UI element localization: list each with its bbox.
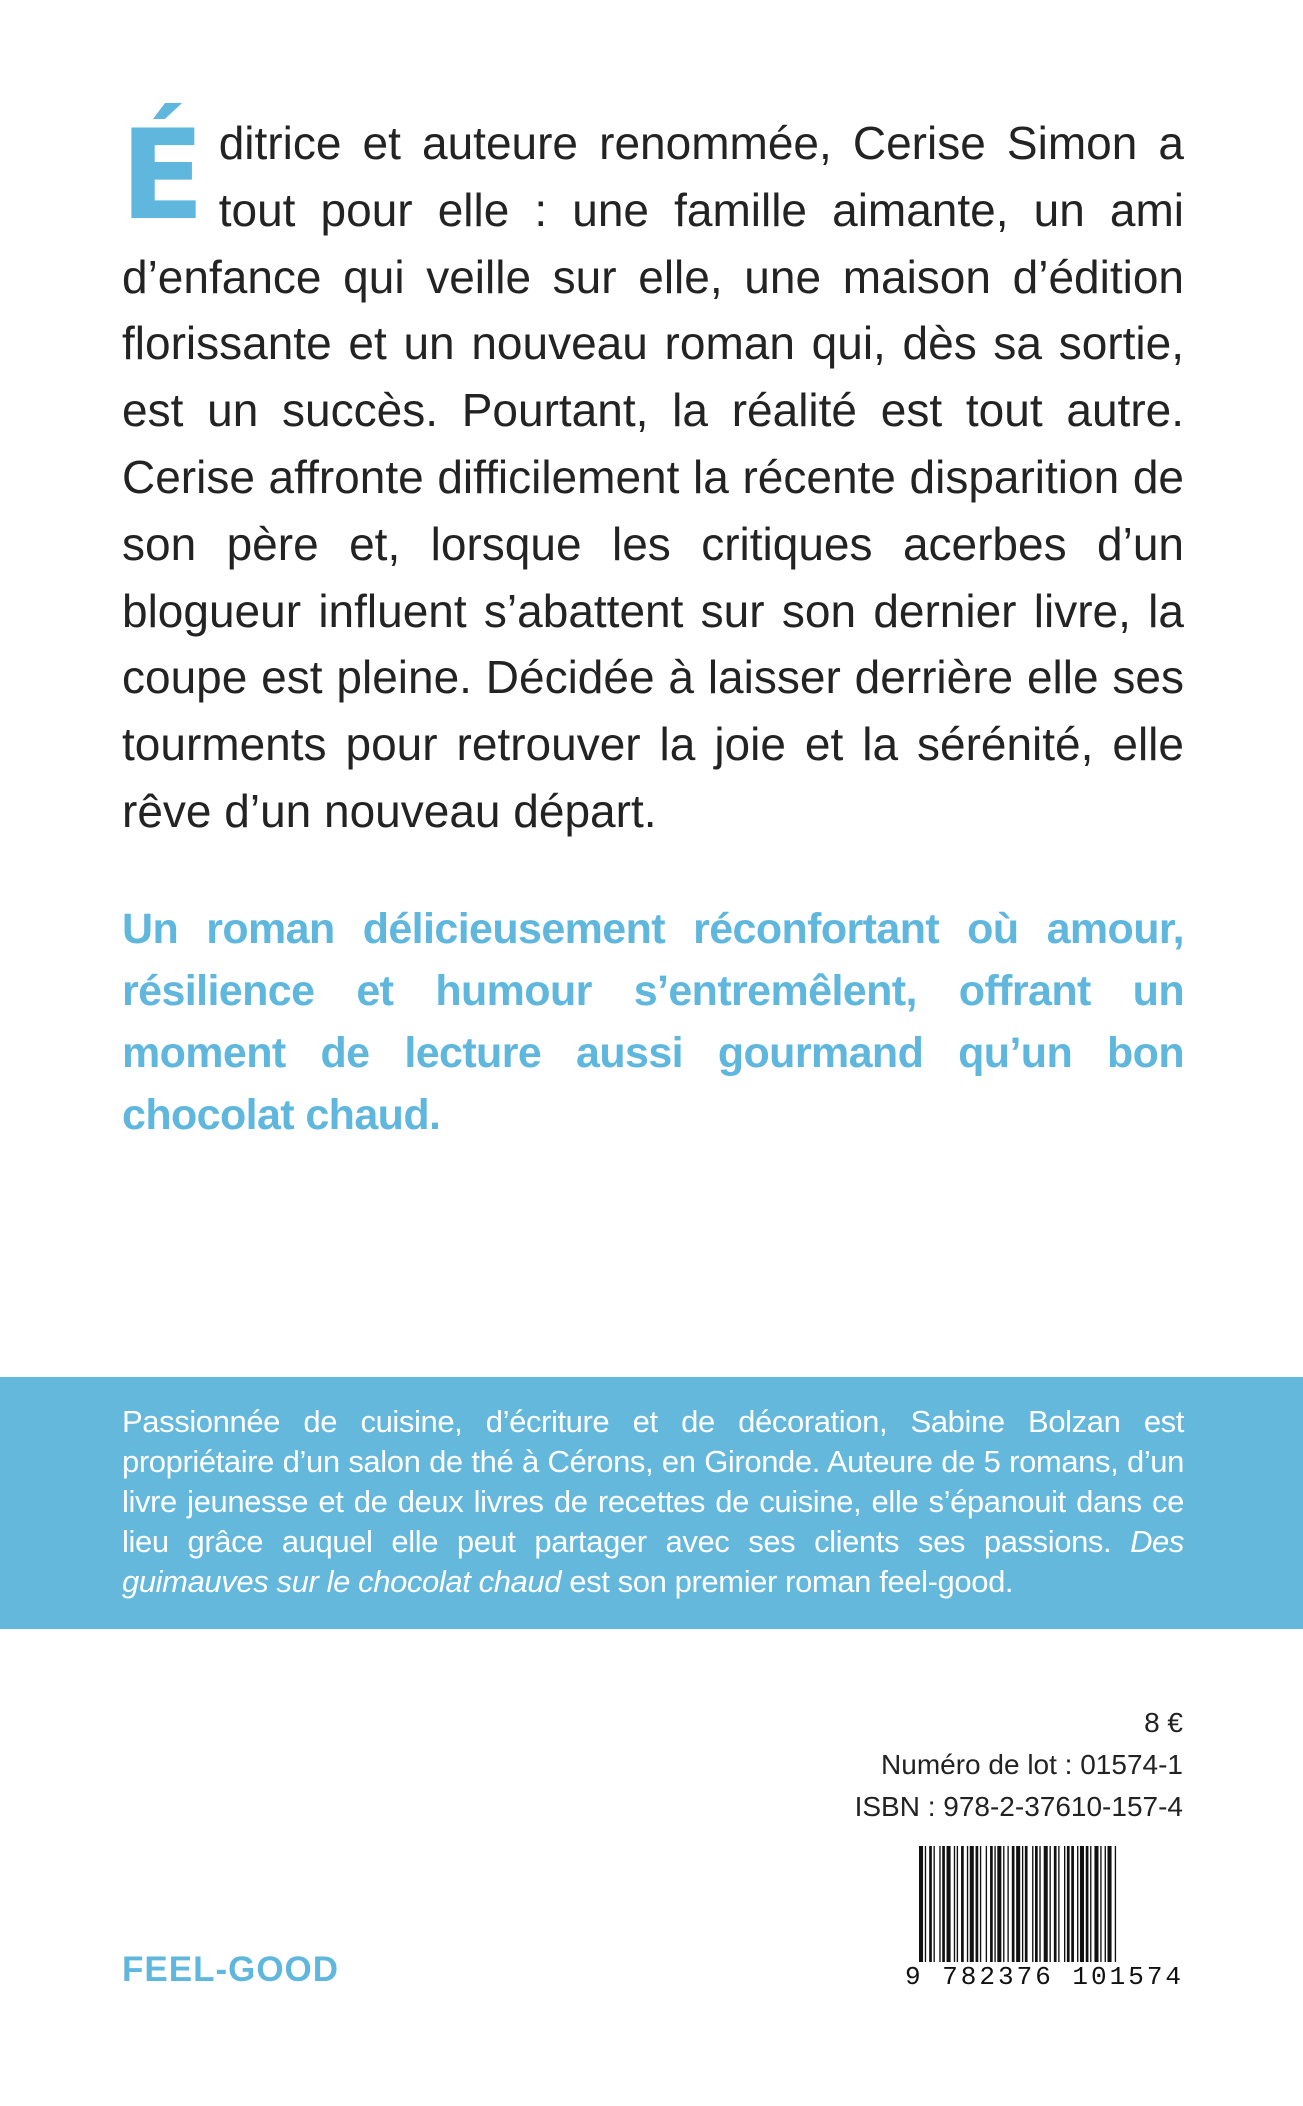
barcode-bar [1025,1846,1028,1962]
barcode-digits: 9 782376 101574 [905,1962,1185,1992]
barcode-bar [970,1846,974,1962]
barcode-bar [1007,1846,1008,1962]
genre-label: FEEL-GOOD [122,1950,340,1989]
barcode-bar [1115,1846,1116,1962]
barcode-icon [905,1846,1183,1962]
book-title: Des guimauves sur le chocolat chaud [122,1524,1184,1599]
barcode-bar [997,1846,1001,1962]
barcode-bar [1071,1846,1074,1962]
barcode-bar [925,1846,926,1962]
tagline: Un roman délicieusement réconfortant où amour, résilience et humour s’entremêlent, offrant un moment de lecture aussi gourmand qu’un bon chocolat chaud. [122,905,1184,1139]
author-bio-text: Passionnée de cuisine, d’écriture et de décoration, Sabine Bolzan est propriétaire d’un salon de thé à Cérons, en Gironde. Auteure de 5 romans, d’un livre jeunesse et de deux livres de recettes de cuisine, elle s’épanouit dans ce lieu grâce auquel elle peut partager avec ses clients ses passions. [122,1404,1184,1559]
barcode-bar [1050,1846,1051,1962]
barcode-bar [1054,1846,1057,1962]
synopsis-text: ditrice et auteure renommée, Cerise Simon a tout pour elle : une famille aimante, un ami d’enfance qui veille sur elle, une maison d’édition florissante et un nouveau roman qui, dès sa sortie, est un succès. Pourtant, la réalité est tout autre. Cerise affronte difficilement la récente disparition de son père et, lorsque les critiques acerbes d’un blogueur influent s’abattent sur son dernier livre, la coupe est pleine. Décidée à laisser derrière elle ses tourments pour retrouver la joie et la sérénité, elle rêve d’un nouveau départ. [122,117,1184,837]
barcode-bar [929,1846,932,1962]
barcode-bar [942,1846,945,1962]
author-bio-end: est son premier roman feel-good. [561,1564,1014,1599]
barcode-bar [957,1846,958,1962]
barcode-bar [1090,1846,1091,1962]
publication-info [855,1702,1183,1828]
barcode-bar [1077,1846,1078,1962]
barcode-bar [1035,1846,1038,1962]
isbn: ISBN : 978-2-37610-157-4 [854,1791,1183,1822]
barcode-bar [1039,1846,1040,1962]
barcode-bar [994,1846,995,1962]
barcode-bar [939,1846,940,1962]
author-band [0,1377,1303,1629]
barcode-bar [954,1846,955,1962]
barcode-bar [1094,1846,1098,1962]
barcode-bar [1022,1846,1023,1962]
barcode-bar [1032,1846,1033,1962]
barcode-bar [947,1846,951,1962]
barcode-bar [919,1846,923,1962]
barcode-bar [1105,1846,1106,1962]
author-bio [122,1402,1184,1602]
barcode-bar [976,1846,979,1962]
barcode [905,1846,1183,1962]
price: 8 € [1144,1707,1183,1738]
drop-cap: É [120,104,205,248]
barcode-bar [1108,1846,1112,1962]
barcode-bar [961,1846,964,1962]
barcode-bar [990,1846,993,1962]
barcode-bar [980,1846,981,1962]
barcode-bar [967,1846,968,1962]
barcode-bar [1012,1846,1015,1962]
barcode-bar [1058,1846,1059,1962]
barcode-bar [934,1846,935,1962]
barcode-bar [1044,1846,1048,1962]
synopsis [120,104,1184,845]
barcode-bar [986,1846,987,1962]
barcode-bar [1003,1846,1004,1962]
barcode-bar [1067,1846,1070,1962]
barcode-bar [1016,1846,1020,1962]
barcode-bar [1064,1846,1065,1962]
barcode-bar [1080,1846,1084,1962]
lot-number: Numéro de lot : 01574-1 [881,1749,1183,1780]
barcode-bar [1100,1846,1101,1962]
barcode-bar [1086,1846,1089,1962]
